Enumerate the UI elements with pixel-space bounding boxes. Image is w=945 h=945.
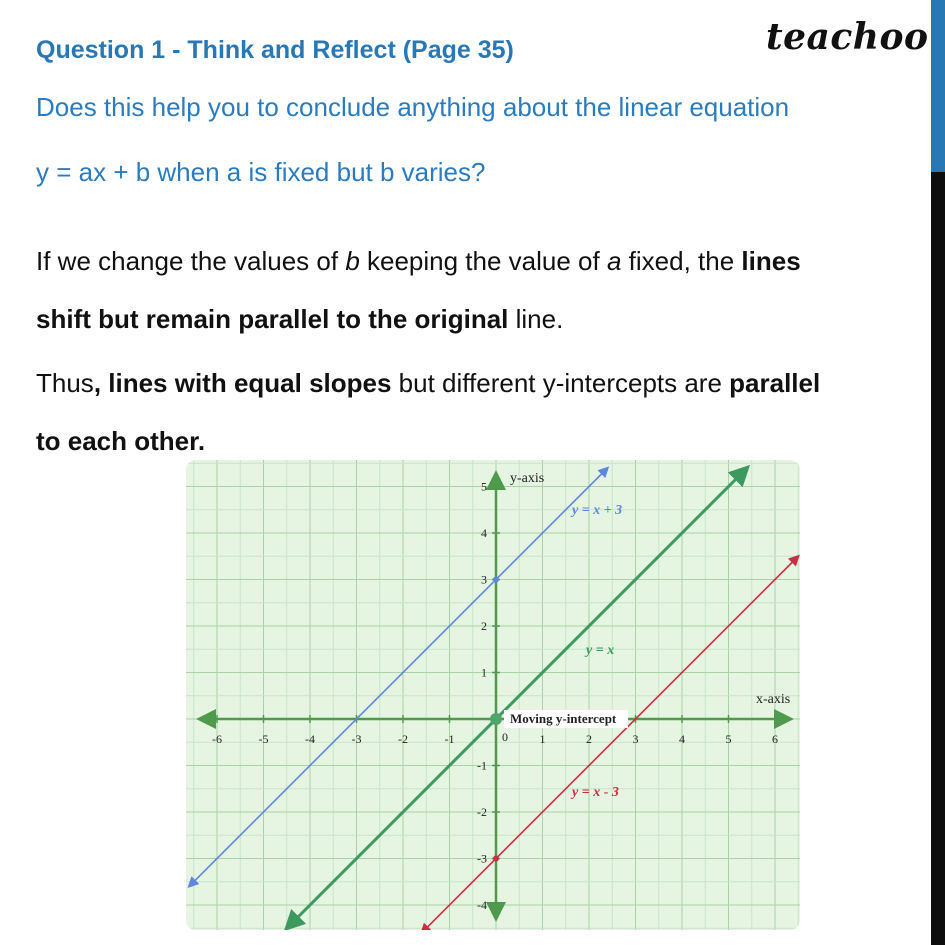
y-tick-label: -1: [477, 758, 487, 773]
x-tick-label: 6: [772, 732, 778, 746]
series-label-y-equals-x-plus-3: y = x + 3: [572, 503, 623, 518]
x-tick-label: 2: [586, 732, 592, 746]
x-tick-label: -3: [351, 732, 362, 746]
origin-point: [490, 713, 502, 725]
y-tick-label: -2: [477, 805, 487, 819]
line-graph: [186, 460, 800, 930]
sidebar-accent-bar: [931, 0, 945, 172]
y-tick-label: -3: [477, 851, 487, 866]
y-tick-label: -4: [477, 898, 487, 912]
moving-y-intercept-annotation: Moving y-intercept: [510, 711, 617, 726]
x-tick-label: -2: [398, 732, 408, 746]
x-tick-label: 3: [632, 732, 639, 746]
x-tick-label: 1: [539, 732, 546, 746]
origin-label: 0: [502, 730, 508, 744]
y-axis-label: y-axis: [510, 471, 545, 486]
series-label-y-equals-x: y = x: [586, 643, 615, 658]
page-title: Question 1 - Think and Reflect (Page 35): [36, 36, 514, 64]
sidebar-dark-bar: [931, 172, 945, 945]
graph-background: [186, 460, 800, 930]
question-line-1: Does this help you to conclude anything about the linear equation: [36, 92, 790, 122]
y-tick-label: 1: [481, 665, 487, 680]
answer-paragraph-2-line-1: Thus, lines with equal slopes but different y-intercepts are parallel: [36, 368, 821, 398]
y-intercept-point: [493, 577, 499, 583]
y-intercept-point: [493, 856, 499, 862]
x-tick-label: -5: [258, 732, 269, 746]
y-tick-label: 3: [481, 572, 487, 587]
question-line-2: y = ax + b when a is fixed but b varies?: [36, 157, 486, 187]
x-tick-label: -4: [305, 732, 315, 746]
series-label-y-equals-x-minus-3: y = x - 3: [572, 785, 619, 800]
y-tick-label: 2: [481, 619, 487, 633]
answer-paragraph-1-line-1: If we change the values of b keeping the value of a fixed, the lines: [36, 246, 801, 276]
x-tick-label: -6: [212, 732, 222, 746]
answer-paragraph-1-line-2: shift but remain parallel to the original line.: [36, 304, 564, 334]
answer-paragraph-2-line-2: to each other.: [36, 426, 206, 456]
y-tick-label: 5: [481, 479, 487, 494]
graph-svg: [186, 460, 800, 930]
x-tick-label: 5: [725, 732, 732, 746]
x-tick-label: -1: [444, 732, 455, 746]
teachoo-logo: teachoo: [766, 16, 929, 58]
x-axis-label: x-axis: [756, 692, 791, 707]
y-tick-label: 4: [481, 526, 487, 540]
x-tick-label: 4: [679, 732, 685, 746]
